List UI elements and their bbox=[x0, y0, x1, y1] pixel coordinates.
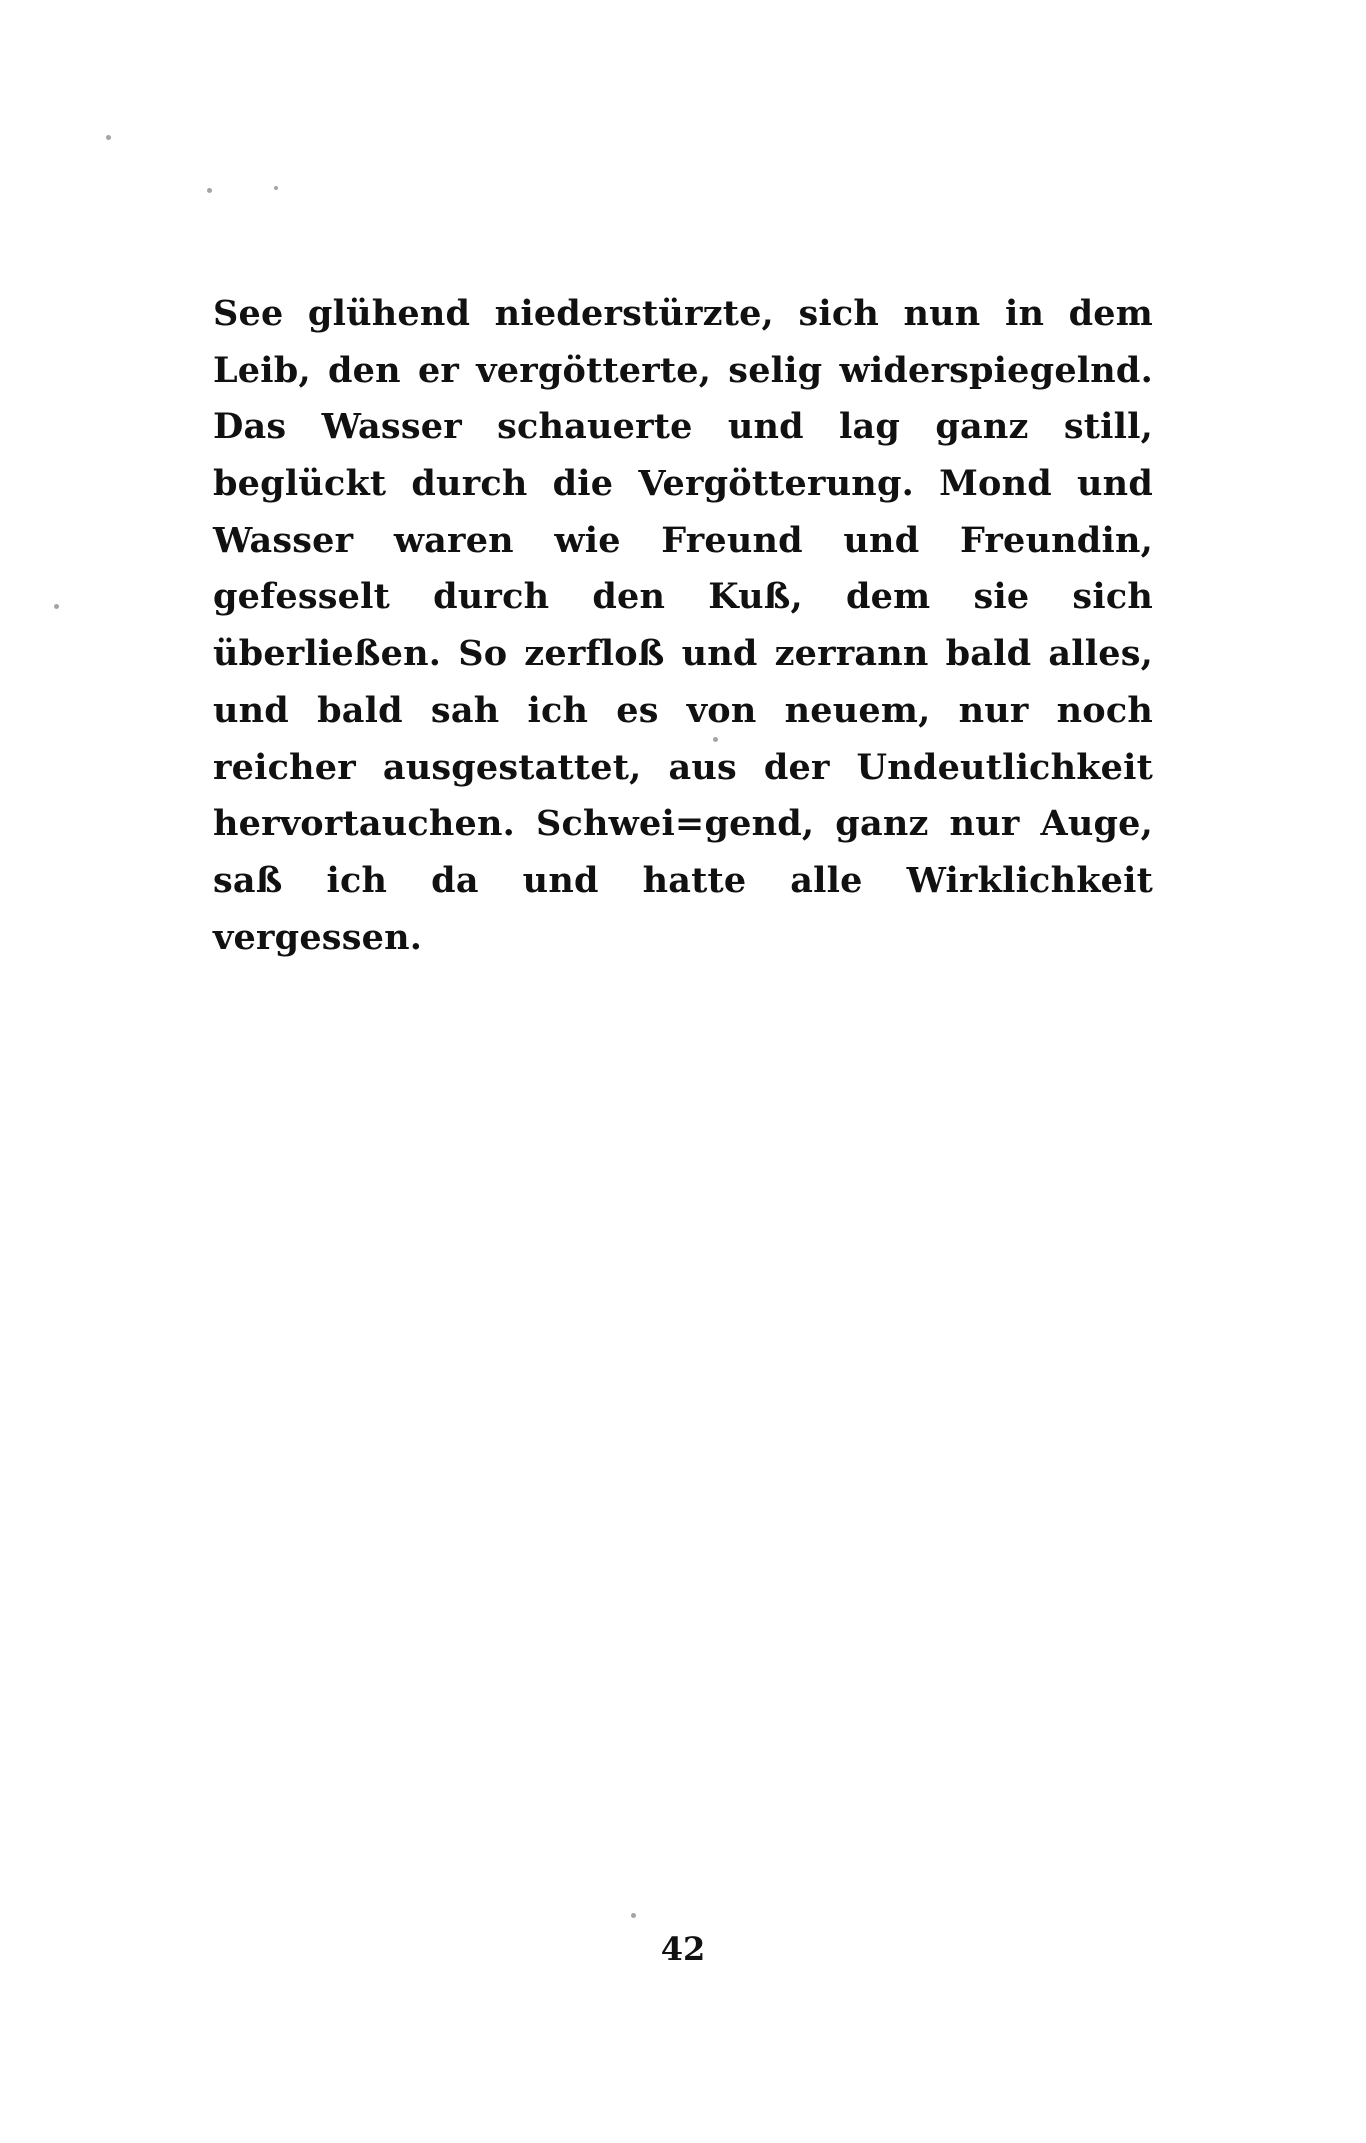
page-body-text bbox=[213, 286, 1153, 966]
scan-speck bbox=[274, 186, 278, 190]
scan-speck bbox=[631, 1913, 636, 1918]
scan-speck bbox=[207, 188, 212, 193]
page-number: 42 bbox=[660, 1930, 706, 1968]
scan-speck bbox=[54, 604, 59, 609]
body-paragraph: See glühend niederstürzte, sich nun in dem Leib, den er vergötterte, selig widerspiegelnd. Das Wasser schauerte und lag ganz still, beglückt durch die Vergötterung. Mond und Wasser waren wie Freund und Freundin, gefesselt durch den Kuß, dem sie sich überließen. So zerfloß und zerrann bald alles, und bald sah ich es von neuem, nur noch reicher ausgestattet, aus der Undeutlichkeit hervortauchen. Schwei=gend, ganz nur Auge, saß ich da und hatte alle Wirklichkeit vergessen. bbox=[213, 293, 1153, 958]
scan-speck bbox=[106, 135, 111, 140]
